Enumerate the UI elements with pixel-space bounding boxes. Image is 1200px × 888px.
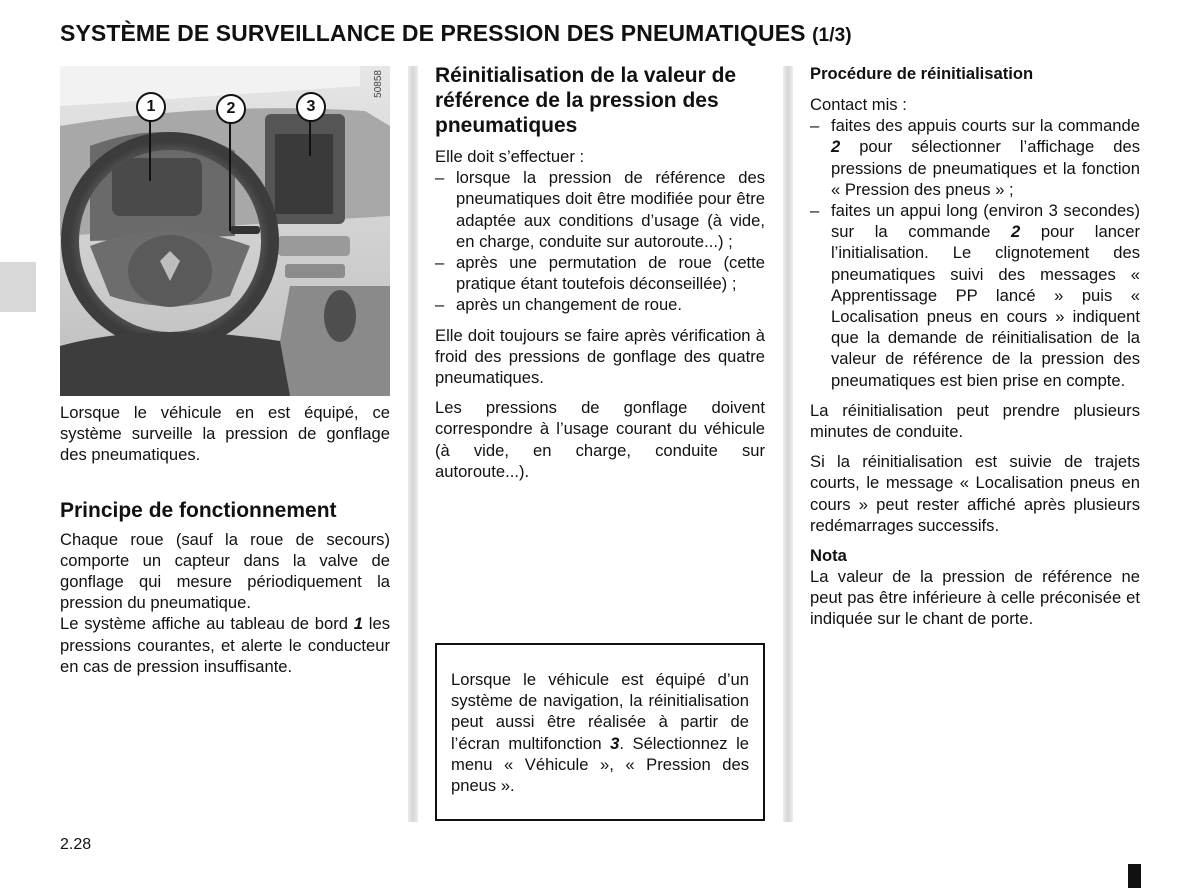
principle-paragraph-1: Chaque roue (sauf la roue de secours) comporte un capteur dans la valve de gonflage qui mesure périodiquement la pression du pneumatique. bbox=[60, 529, 390, 613]
callout-3: 3 bbox=[296, 92, 326, 122]
procedure-lead: Contact mis : bbox=[810, 95, 907, 114]
corner-marker bbox=[1128, 864, 1141, 888]
section-heading-reset: Réinitialisation de la valeur de référence de la pression des pneumatiques bbox=[435, 64, 737, 137]
middle-column bbox=[435, 63, 765, 482]
intro-text: Lorsque le véhicule en est équipé, ce système surveille la pression de gonflage des pneumatiques. bbox=[60, 403, 390, 465]
reference-2: 2 bbox=[1011, 222, 1021, 242]
page-title bbox=[60, 20, 852, 47]
reset-lead: Elle doit s’effectuer : bbox=[435, 147, 585, 166]
title-text: SYSTÈME DE SURVEILLANCE DE PRESSION DES PNEUMATIQUES bbox=[60, 20, 806, 46]
principle-paragraph-2: Le système affiche au tableau de bord 1 les pressions courantes, et alerte le conducteur en cas de pression insuffisante. bbox=[60, 614, 390, 676]
section-heading-principle: Principe de fonctionnement bbox=[60, 498, 337, 522]
callout-2: 2 bbox=[216, 94, 246, 124]
section-tab bbox=[0, 262, 36, 312]
reset-paragraph-1: Elle doit toujours se faire après vérification à froid des pressions de gonflage des quatre pneumatiques. bbox=[435, 325, 765, 388]
page-indicator: (1/3) bbox=[812, 25, 852, 46]
callout-1: 1 bbox=[136, 92, 166, 122]
right-column bbox=[810, 63, 1140, 630]
reference-1: 1 bbox=[353, 614, 364, 634]
nota-text: La valeur de la pression de référence ne peut pas être inférieure à celle préconisée et indiquée sur le chant de porte. bbox=[810, 567, 1140, 629]
procedure-paragraph-2: Si la réinitialisation est suivie de trajets courts, le message « Localisation pneus en cours » peut rester affiché après plusieurs redémarrages successifs. bbox=[810, 452, 1140, 535]
list-item: – faites un appui long (environ 3 secondes) sur la commande 2 pour lancer l’initialisation. Le clignotement des pneumatiques suivi des messages « Apprentissage PP lancé » puis « Localisation pneus en cours » indiquent que la demande de réinitialisation de la valeur de référence de la pression des pneumatiques est bien prise en compte. bbox=[810, 200, 1140, 391]
navigation-note-text: Lorsque le véhicule est équipé d’un système de navigation, la réinitialisation peut aussi être réalisée à partir de l’écran multifonction 3. Sélectionnez le menu « Véhicule », « Pression des pneus ». bbox=[451, 670, 749, 796]
list-item: – après une permutation de roue (cette pratique étant toutefois déconseillée) ; bbox=[435, 252, 765, 294]
list-item: – après un changement de roue. bbox=[435, 294, 765, 315]
procedure-heading: Procédure de réinitialisation bbox=[810, 64, 1034, 83]
column-divider-right bbox=[783, 66, 793, 822]
nota-label: Nota bbox=[810, 546, 847, 566]
procedure-paragraph-1: La réinitialisation peut prendre plusieurs minutes de conduite. bbox=[810, 400, 1140, 442]
navigation-note-box bbox=[435, 643, 765, 821]
procedure-steps-list bbox=[810, 115, 1140, 391]
left-column bbox=[60, 402, 390, 677]
column-divider-left bbox=[408, 66, 418, 822]
dashboard-illustration bbox=[60, 66, 390, 396]
reset-paragraph-2: Les pressions de gonflage doivent correspondre à l’usage courant du véhicule (à vide, en charge, conduite sur autoroute...). bbox=[435, 398, 765, 481]
list-item: – faites des appuis courts sur la commande 2 pour sélectionner l’affichage des pressions de pneumatiques et la fonction « Pression des pneus » ; bbox=[810, 115, 1140, 200]
page-number: 2.28 bbox=[60, 836, 92, 853]
figure-reference-code: 50858 bbox=[373, 70, 384, 98]
list-item: – lorsque la pression de référence des pneumatiques doit être modifiée pour être adaptée aux conditions d’usage (à vide, en charge, conduite sur autoroute...) ; bbox=[435, 167, 765, 252]
reference-2: 2 bbox=[831, 137, 841, 157]
reset-conditions-list bbox=[435, 167, 765, 315]
reference-3: 3 bbox=[610, 733, 620, 753]
